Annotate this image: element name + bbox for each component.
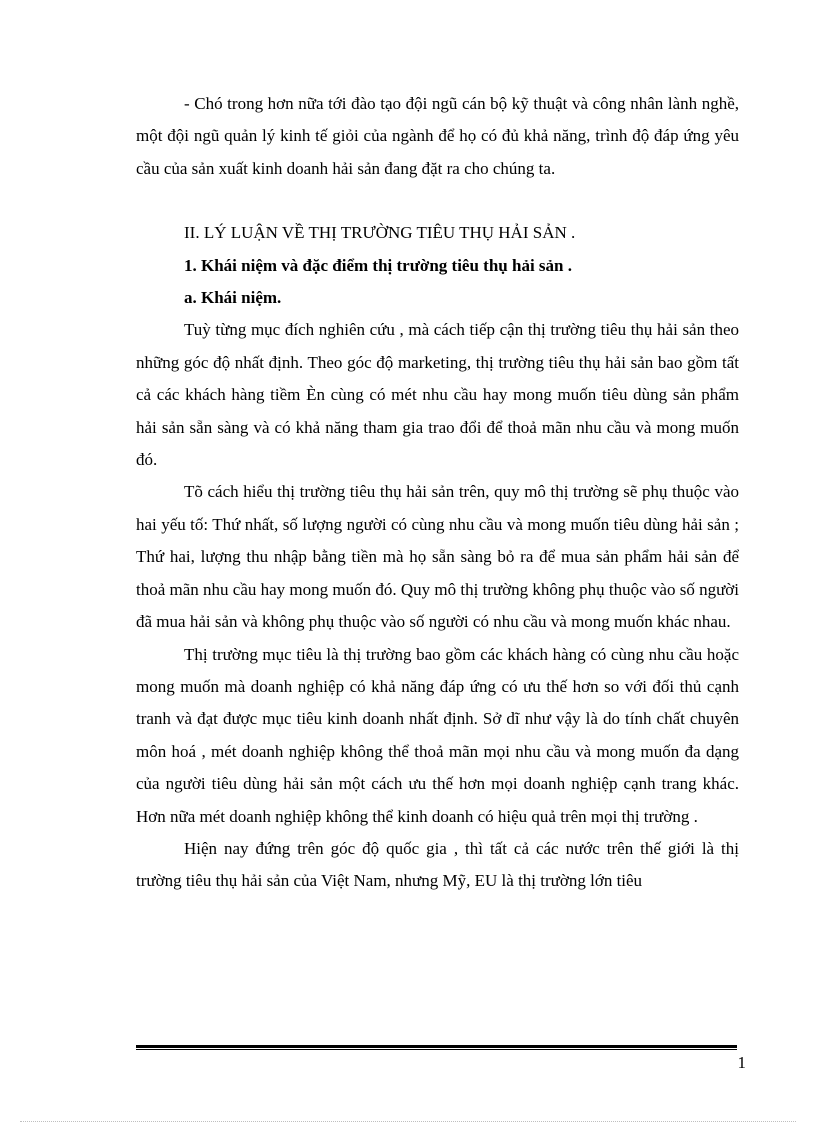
document-body	[136, 88, 739, 898]
item-heading: a. Khái niệm.	[184, 288, 282, 308]
subsection-heading: 1. Khái niệm và đặc điểm thị trường tiêu thụ hải sản .	[184, 255, 572, 275]
section-heading: II. LÝ LUẬN VỀ THỊ TRƯỜNG TIÊU THỤ HẢI SẢN .	[184, 223, 576, 243]
page-edge-divider	[20, 1121, 796, 1122]
footer-rule	[136, 1045, 737, 1050]
paragraph-target-market: Thị trường mục tiêu là thị trường bao gồm các khách hàng có cùng nhu cầu hoặc mong muốn mà doanh nghiệp có khả năng đáp ứng có ưu thế hơn so với đối thủ cạnh tranh và đạt được mục tiêu kinh doanh nhất định. Sở dĩ như vậy là do tính chất chuyên môn hoá , mét doanh nghiệp không thể thoả mãn mọi nhu cầu và mong muốn đa dạng của người tiêu dùng hải sản một cách ưu thế hơn mọi doanh nghiệp cạnh trang khác. Hơn nữa mét doanh nghiệp không thể kinh doanh có hiệu quả trên mọi thị trường .	[136, 644, 739, 826]
paragraph-training: - Chó trong hơn nữa tới đào tạo đội ngũ cán bộ kỹ thuật và công nhân lành nghề, một đội ngũ quản lý kinh tế giỏi của ngành để họ có đủ khả năng, trình độ đáp ứng yêu cầu của sản xuất kinh doanh hải sản đang đặt ra cho chúng ta.	[136, 94, 739, 178]
paragraph-gap	[136, 185, 739, 217]
page-number: 1	[737, 1053, 746, 1072]
paragraph-national-view: Hiện nay đứng trên góc độ quốc gia , thì tất cả các nước trên thế giới là thị trường tiêu thụ hải sản của Việt Nam, nhưng Mỹ, EU là thị trường lớn tiêu	[136, 838, 739, 891]
paragraph-concept: Tuỳ từng mục đích nghiên cứu , mà cách tiếp cận thị trường tiêu thụ hải sản theo những góc độ nhất định. Theo góc độ marketing, thị trường tiêu thụ hải sản bao gồm tất cả các khách hàng tiềm Èn cùng có mét nhu cầu hay mong muốn tiêu dùng sản phẩm hải sản sẵn sàng và có khả năng tham gia trao đổi để thoả mãn nhu cầu và mong muốn đó.	[136, 320, 739, 470]
paragraph-market-scale: Tõ cách hiểu thị trường tiêu thụ hải sản trên, quy mô thị trường sẽ phụ thuộc vào hai yếu tố: Thứ nhất, số lượng người có cùng nhu cầu và mong muốn tiêu dùng hải sản ; Thứ hai, lượng thu nhập bằng tiền mà họ sẵn sàng bỏ ra để mua sản phẩm hải sản để thoả mãn nhu cầu hay mong muốn đó. Quy mô thị trường không phụ thuộc vào số người đã mua hải sản và không phụ thuộc vào số người có nhu cầu và mong muốn khác nhau.	[136, 482, 740, 632]
